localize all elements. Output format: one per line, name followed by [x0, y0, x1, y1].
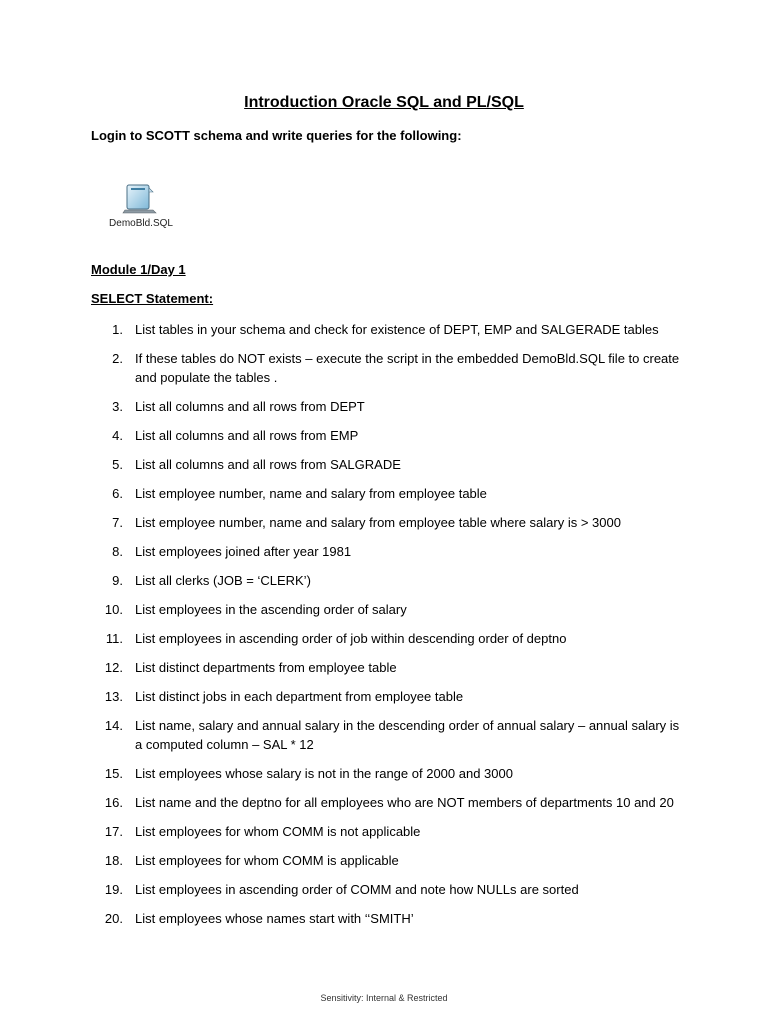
task-item [91, 600, 681, 619]
task-text: List all columns and all rows from EMP [135, 428, 359, 443]
task-number: 8. [112, 544, 123, 559]
task-number: 4. [112, 428, 123, 443]
section-heading: SELECT Statement: [91, 291, 214, 306]
task-text: List distinct departments from employee table [135, 660, 397, 675]
task-number: 11. [105, 631, 123, 646]
task-number: 15. [104, 766, 123, 781]
task-text: List employees joined after year 1981 [135, 544, 352, 559]
embedded-file-attachment[interactable] [104, 184, 178, 234]
task-item [91, 349, 681, 387]
task-text: List distinct jobs in each department from employee table [135, 689, 464, 704]
attachment-file-name: DemoBld.SQL [109, 218, 173, 229]
task-text: List employees for whom COMM is applicable [135, 853, 399, 868]
task-item [91, 658, 681, 677]
task-item [91, 629, 681, 648]
task-text: If these tables do NOT exists – execute the script in the embedded DemoBld.SQL file to create and populate the tables . [135, 351, 680, 385]
task-number: 16. [104, 795, 123, 810]
task-number: 12. [104, 660, 123, 675]
task-text: List name, salary and annual salary in the descending order of annual salary – annual salary is a computed column – SAL * 12 [135, 718, 680, 752]
task-number: 3. [112, 399, 123, 414]
task-number: 17. [104, 824, 123, 839]
task-item [91, 764, 681, 783]
task-item [91, 909, 681, 928]
task-text: List employees whose names start with ‘‘SMITH’ [135, 911, 414, 926]
task-text: List employee number, name and salary from employee table [135, 486, 487, 501]
task-item [91, 822, 681, 841]
task-item [91, 455, 681, 474]
task-text: List all columns and all rows from SALGRADE [135, 457, 401, 472]
task-text: List employees whose salary is not in the range of 2000 and 3000 [135, 766, 513, 781]
task-text: List employees for whom COMM is not applicable [135, 824, 421, 839]
task-item [91, 880, 681, 899]
task-item [91, 851, 681, 870]
task-number: 6. [112, 486, 123, 501]
module-heading: Module 1/Day 1 [91, 262, 186, 277]
task-number: 14. [104, 718, 123, 733]
task-text: List all columns and all rows from DEPT [135, 399, 365, 414]
task-list [91, 320, 681, 938]
task-number: 5. [112, 457, 123, 472]
task-item [91, 716, 681, 754]
task-number: 7. [112, 515, 123, 530]
task-item [91, 571, 681, 590]
task-item [91, 513, 681, 532]
task-item [91, 320, 681, 339]
task-item [91, 484, 681, 503]
sensitivity-footer: Sensitivity: Internal & Restricted [320, 993, 448, 1003]
task-item [91, 426, 681, 445]
task-item [91, 542, 681, 561]
task-item [91, 397, 681, 416]
task-text: List all clerks (JOB = ‘CLERK’) [135, 573, 311, 588]
sql-file-icon [122, 184, 158, 214]
task-text: List tables in your schema and check for existence of DEPT, EMP and SALGERADE tables [135, 322, 659, 337]
task-number: 19. [104, 882, 123, 897]
task-number: 9. [112, 573, 123, 588]
task-number: 1. [112, 322, 123, 337]
task-number: 13. [104, 689, 123, 704]
task-item [91, 687, 681, 706]
document-title: Introduction Oracle SQL and PL/SQL [244, 94, 524, 111]
task-text: List employees in ascending order of job within descending order of deptno [135, 631, 567, 646]
intro-text: Login to SCOTT schema and write queries for the following: [91, 128, 462, 143]
task-text: List employee number, name and salary from employee table where salary is > 3000 [135, 515, 621, 530]
task-text: List employees in the ascending order of salary [135, 602, 407, 617]
task-item [91, 793, 681, 812]
task-text: List name and the deptno for all employees who are NOT members of departments 10 and 20 [135, 795, 674, 810]
task-number: 2. [112, 351, 123, 366]
task-text: List employees in ascending order of COMM and note how NULLs are sorted [135, 882, 579, 897]
task-number: 18. [104, 853, 123, 868]
task-number: 10. [104, 602, 123, 617]
task-number: 20. [104, 911, 123, 926]
